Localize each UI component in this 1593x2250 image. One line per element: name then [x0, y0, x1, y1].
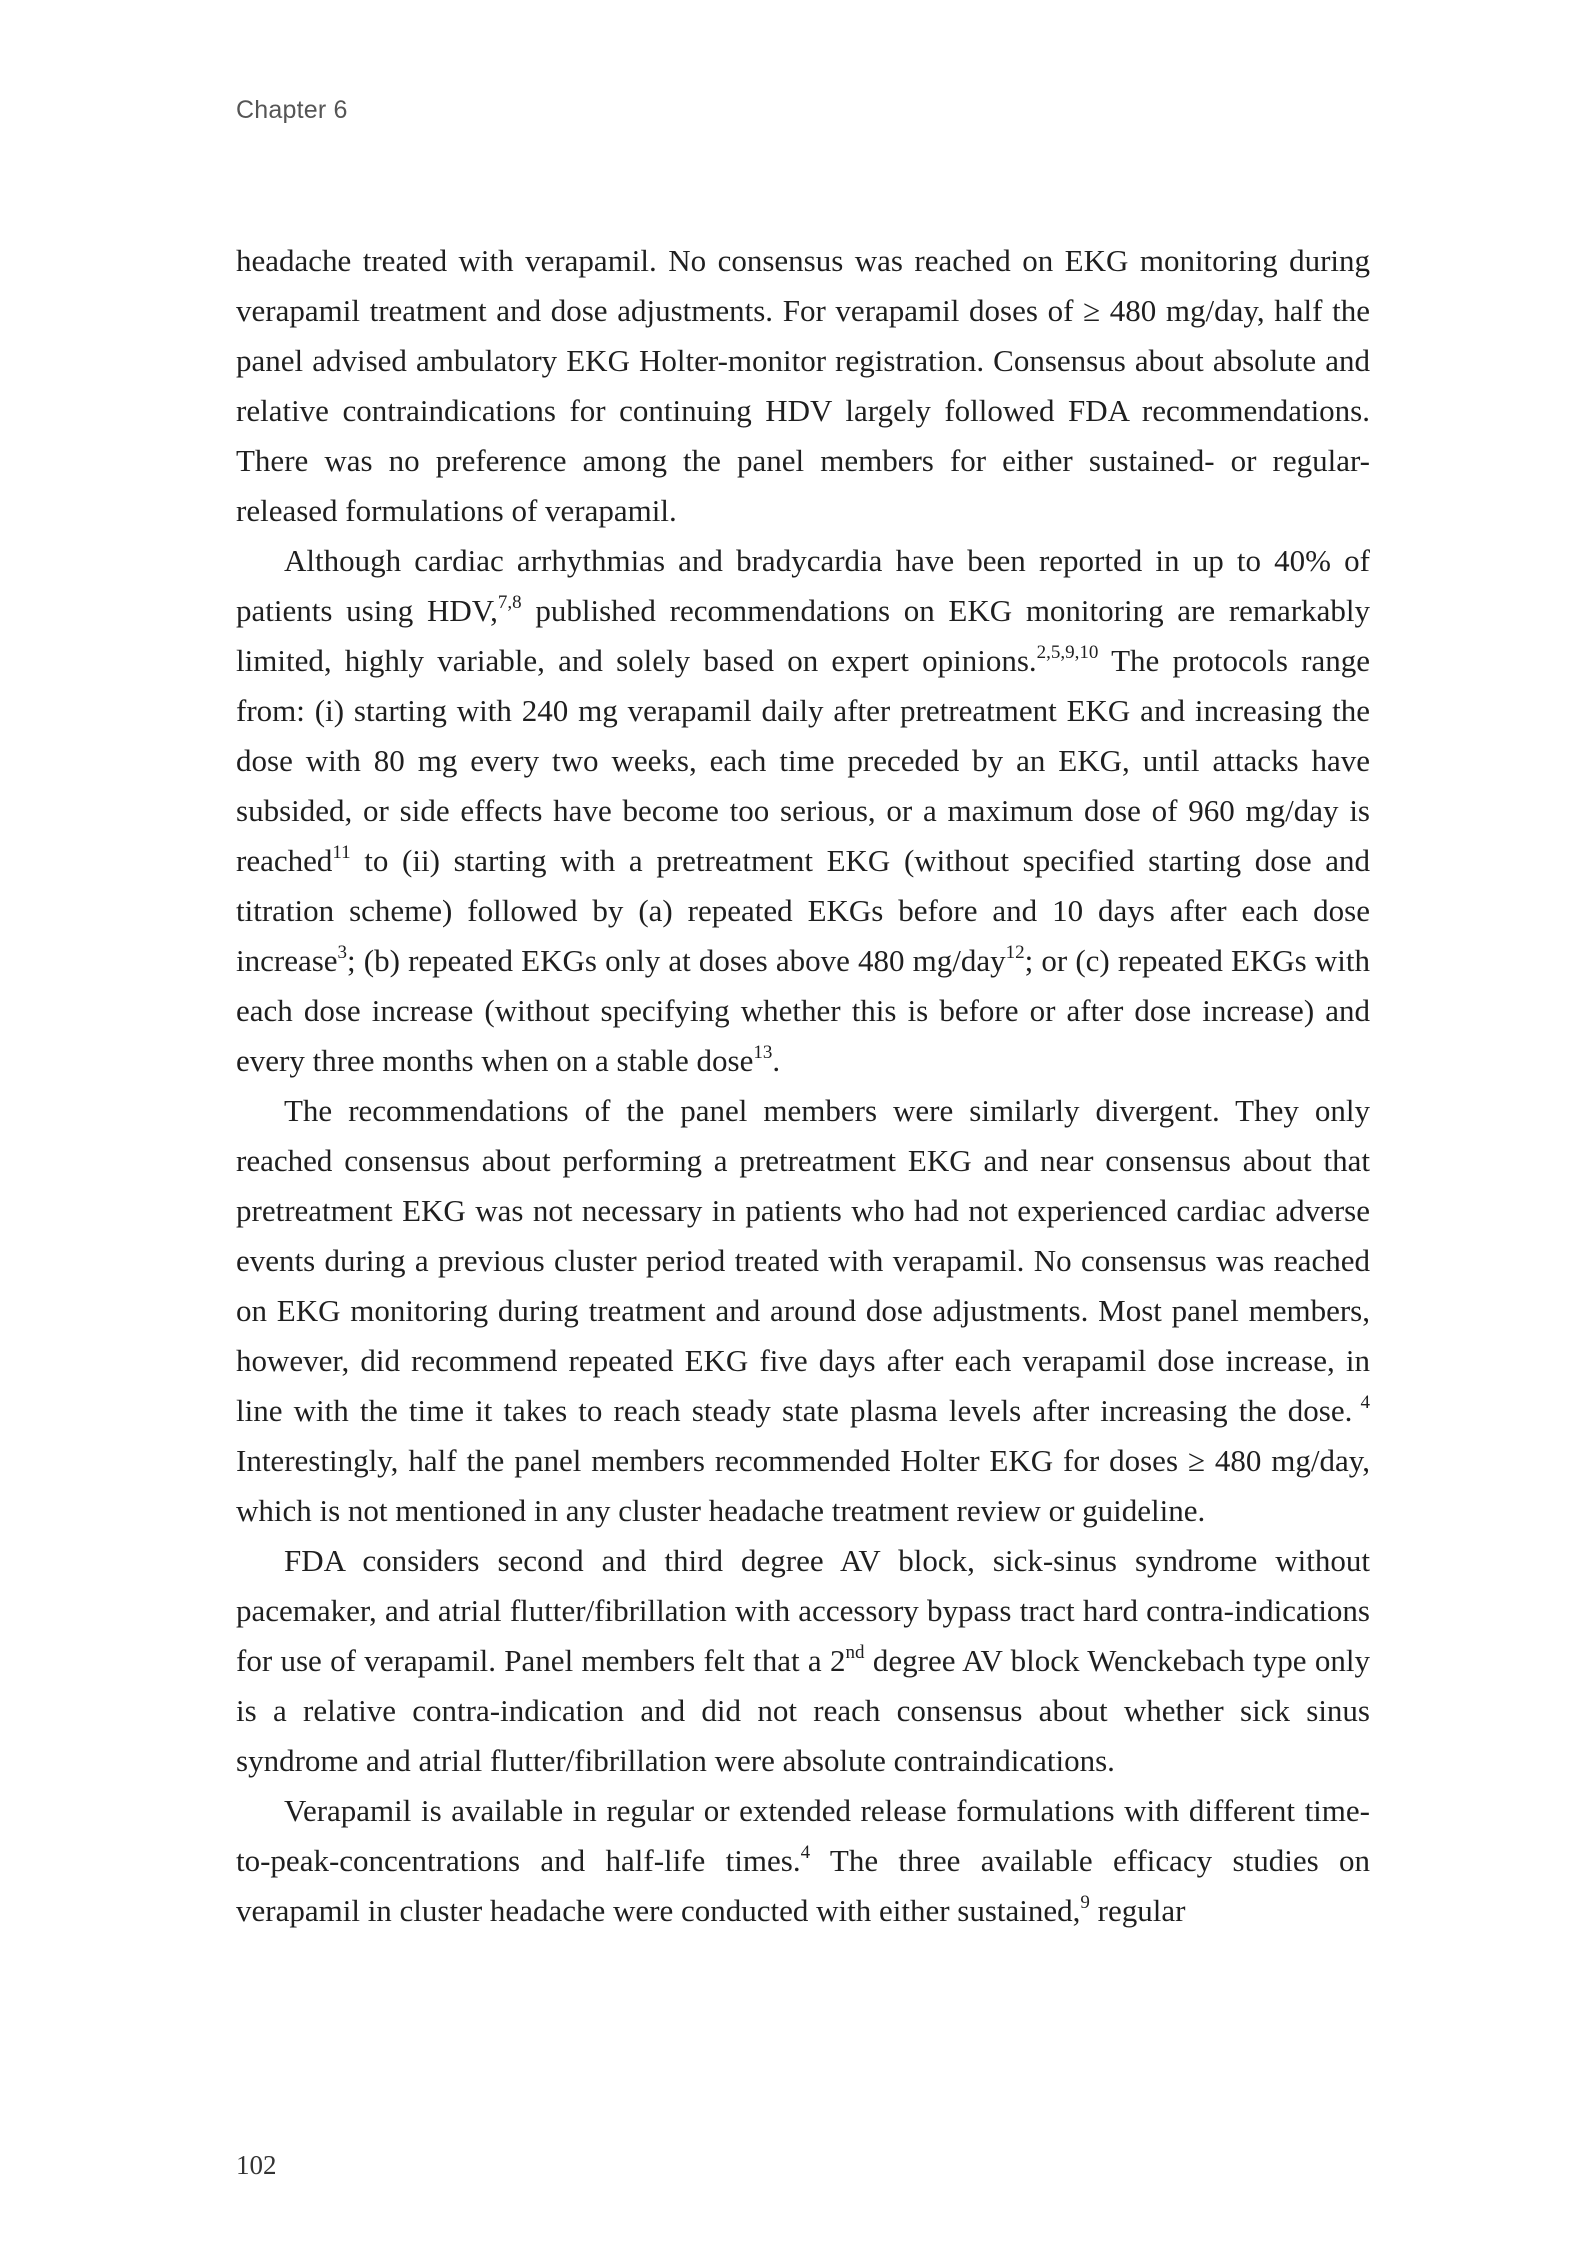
- paragraph-text: .: [772, 1043, 781, 1078]
- citation-superscript: 13: [753, 1041, 773, 1063]
- paragraph-text: regular: [1089, 1893, 1186, 1928]
- paragraph-text: ; (b) repeated EKGs only at doses above 480 mg/day: [347, 943, 1006, 978]
- paragraph: [236, 1786, 1370, 1936]
- paragraph-text: FDA considers second and third degree AV block, sick-sinus syndrome without pacemaker, and atrial flutter/fibrillation with accessory bypass tract hard contra-indications for use of verapamil. Panel members felt that a 2: [236, 1543, 1370, 1678]
- citation-superscript: 12: [1005, 941, 1025, 963]
- paragraph-text: published recommendations on EKG monitoring are remarkably limited, highly variable, and solely based on expert opinions.: [236, 593, 1370, 678]
- citation-superscript: 11: [332, 841, 351, 863]
- citation-superscript: 4: [1352, 1391, 1371, 1413]
- paragraph-text: ; or (c) repeated EKGs with each dose increase (without specifying whether this is before or after dose increase) and every three months when on a stable dose: [236, 943, 1370, 1078]
- paragraph-text: The three available efficacy studies on verapamil in cluster headache were conducted with either sustained,: [236, 1843, 1370, 1928]
- citation-superscript: 4: [800, 1841, 811, 1863]
- paragraph-text: Although cardiac arrhythmias and bradycardia have been reported in up to 40% of patients using HDV,: [236, 543, 1370, 628]
- paragraph-text: Verapamil is available in regular or extended release formulations with different time-to-peak-concentrations and half-life times.: [236, 1793, 1370, 1878]
- citation-superscript: 7,8: [497, 591, 522, 613]
- citation-superscript: 2,5,9,10: [1036, 641, 1099, 663]
- citation-superscript: 3: [337, 941, 348, 963]
- paragraph-text: headache treated with verapamil. No consensus was reached on EKG monitoring during verapamil treatment and dose adjustments. For verapamil doses of ≥ 480 mg/day, half the panel advised ambulatory EKG Holter-monitor registration. Consensus about absolute and relative contraindications for continuing HDV largely followed FDA recommendations. There was no preference among the panel members for either sustained- or regular-released formulations of verapamil.: [236, 243, 1370, 528]
- paragraph: [236, 1536, 1370, 1786]
- body-text: [236, 236, 1370, 1936]
- running-head: Chapter 6: [236, 96, 348, 124]
- paragraph: [236, 1086, 1370, 1536]
- paragraph-text: degree AV block Wenckebach type only is a relative contra-indication and did not reach consensus about whether sick sinus syndrome and atrial flutter/fibrillation were absolute contraindications.: [236, 1643, 1370, 1778]
- paragraph-text: to (ii) starting with a pretreatment EKG (without specified starting dose and titration scheme) followed by (a) repeated EKGs before and 10 days after each dose increase: [236, 843, 1370, 978]
- ordinal-superscript: nd: [845, 1641, 865, 1663]
- citation-superscript: 9: [1080, 1891, 1090, 1913]
- paragraph: [236, 236, 1370, 536]
- paragraph-text: Interestingly, half the panel members recommended Holter EKG for doses ≥ 480 mg/day, which is not mentioned in any cluster headache treatment review or guideline.: [236, 1443, 1370, 1528]
- paragraph-text: The recommendations of the panel members were similarly divergent. They only reached consensus about performing a pretreatment EKG and near consensus about that pretreatment EKG was not necessary in patients who had not experienced cardiac adverse events during a previous cluster period treated with verapamil. No consensus was reached on EKG monitoring during treatment and around dose adjustments. Most panel members, however, did recommend repeated EKG five days after each verapamil dose increase, in line with the time it takes to reach steady state plasma levels after increasing the dose.: [236, 1093, 1370, 1428]
- page-number: 102: [236, 2150, 277, 2180]
- paragraph: [236, 536, 1370, 1086]
- paragraph-text: The protocols range from: (i) starting with 240 mg verapamil daily after pretreatment EKG and increasing the dose with 80 mg every two weeks, each time preceded by an EKG, until attacks have subsided, or side effects have become too serious, or a maximum dose of 960 mg/day is reached: [236, 643, 1370, 878]
